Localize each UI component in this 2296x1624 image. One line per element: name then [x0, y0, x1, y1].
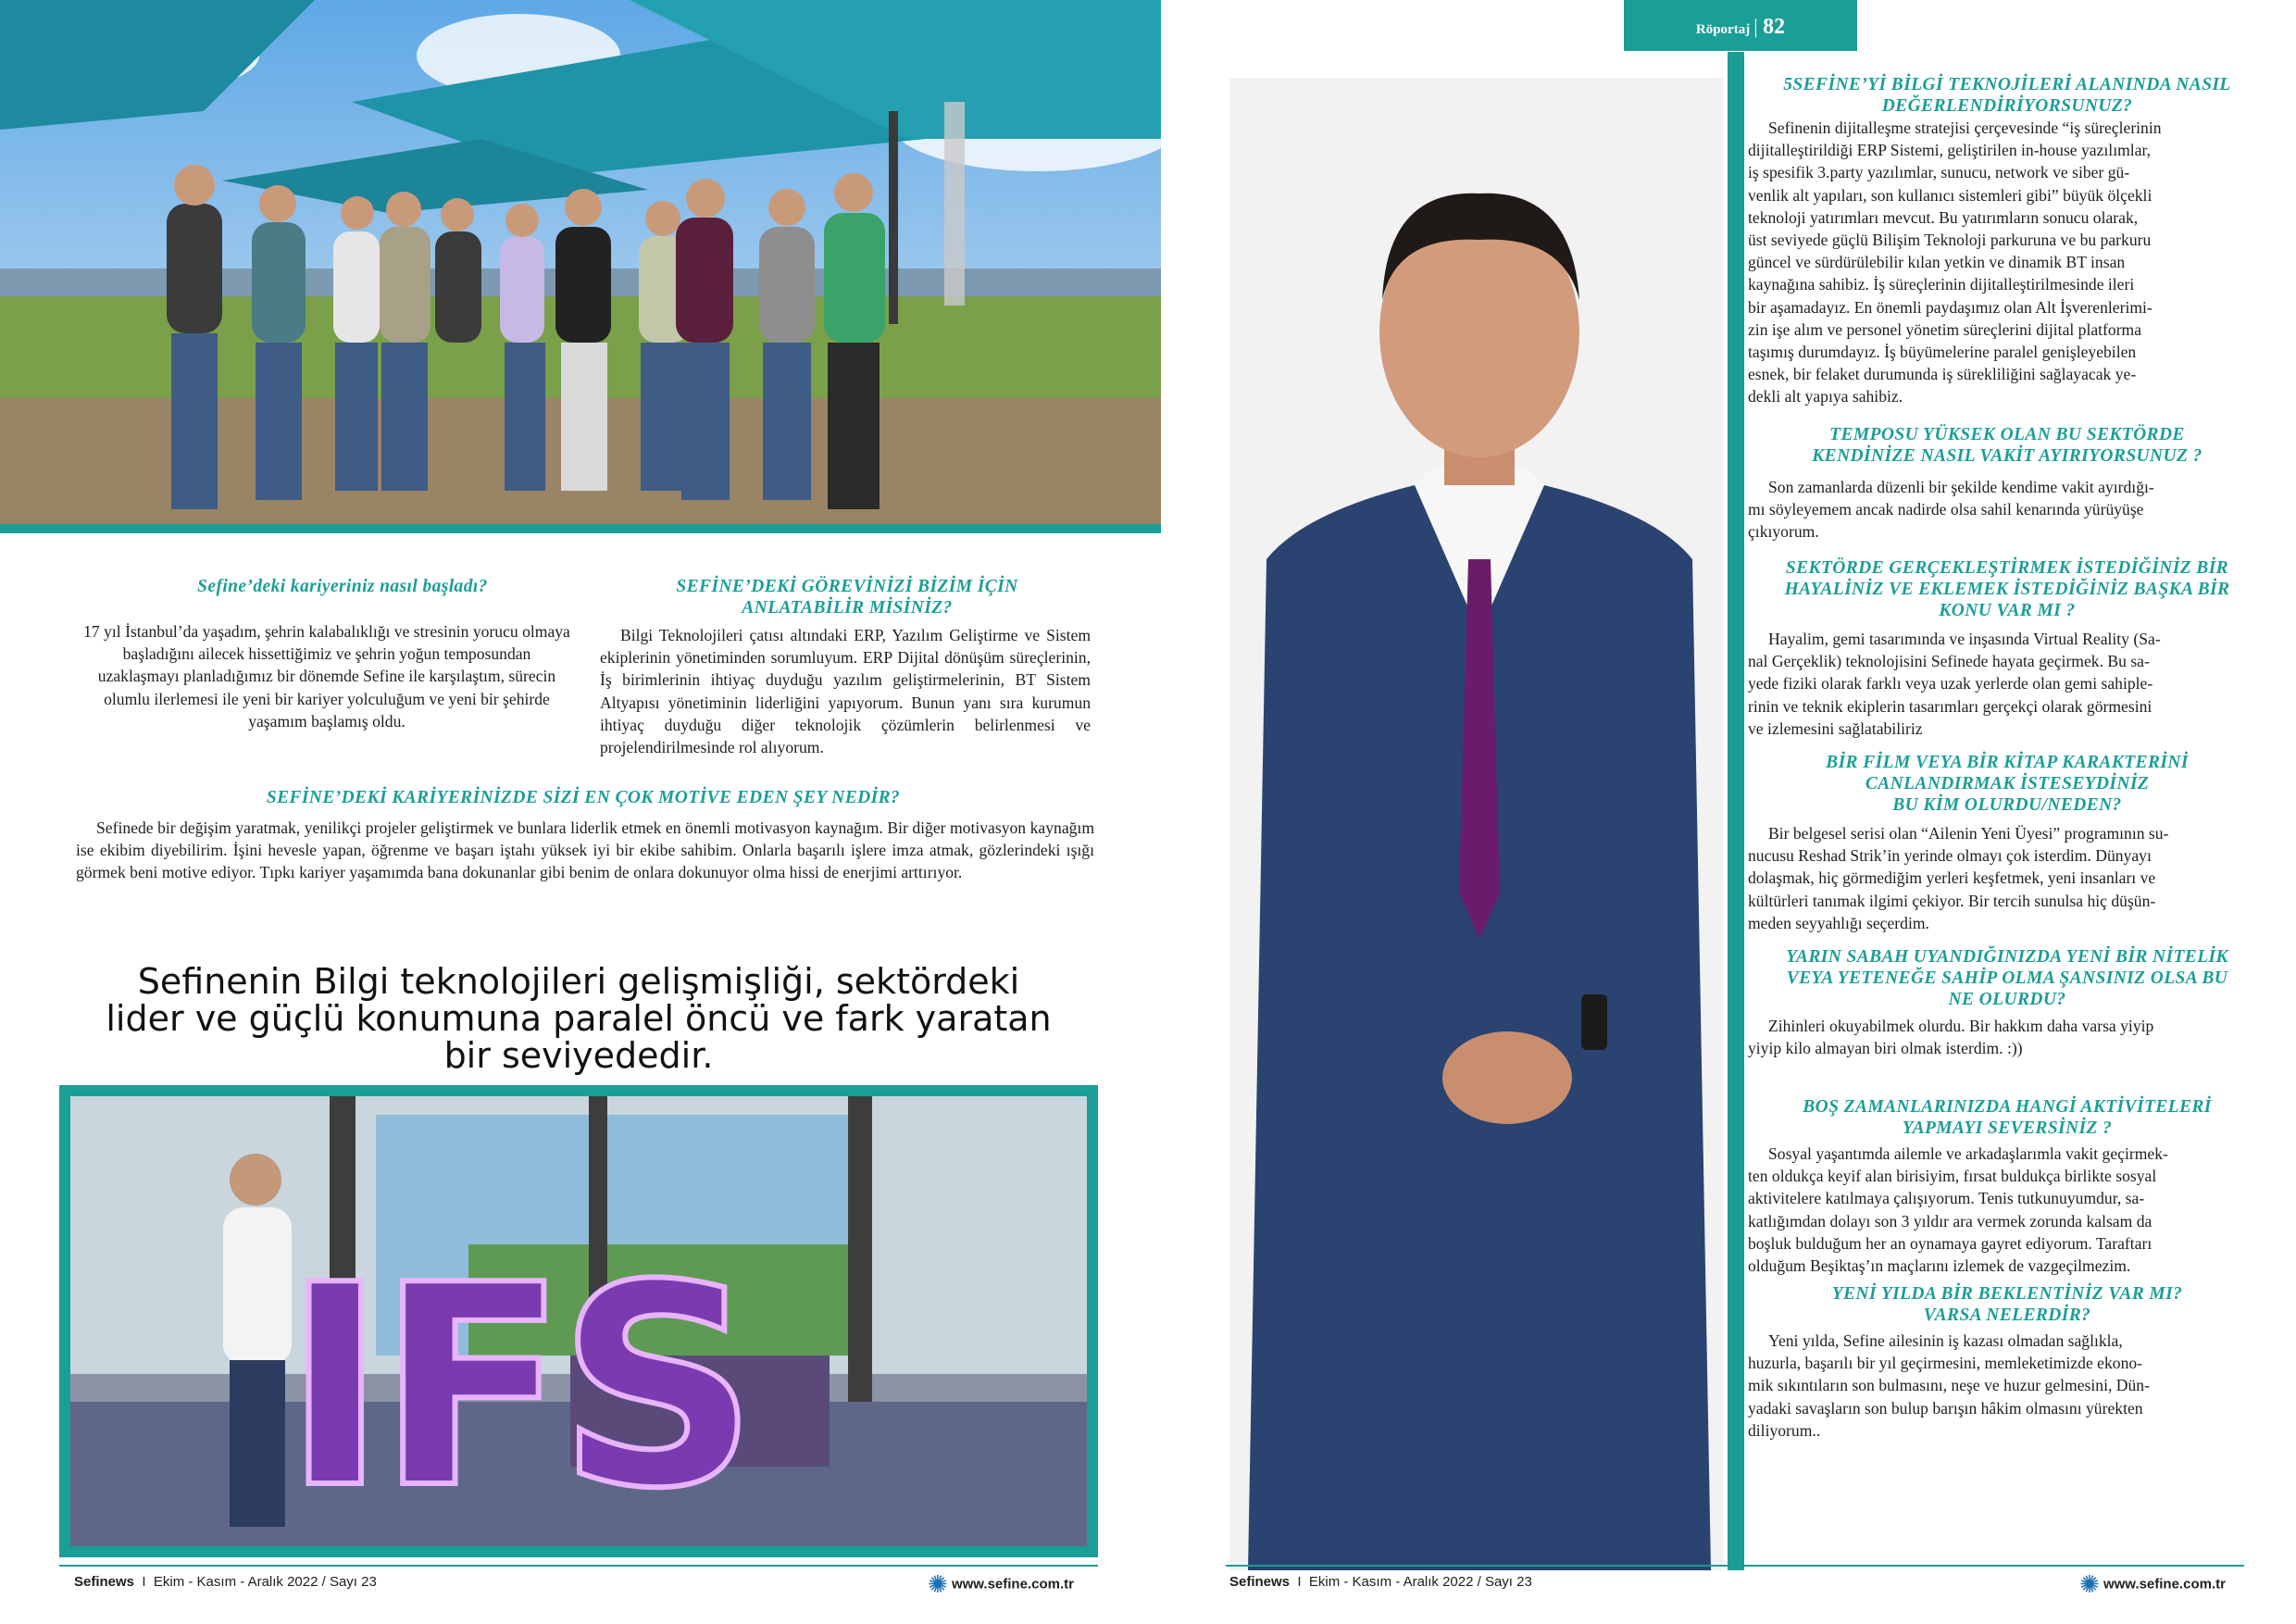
- answer-dream: [1748, 628, 2237, 740]
- question-new-year-line: VARSA NELERDİR?: [1923, 1305, 2091, 1325]
- answer-line: katlığımdan dolayı son 3 yıldır ara vermek zorunda kalsam da: [1748, 1211, 2152, 1230]
- answer-role-text: Bilgi Teknolojileri çatısı altındaki ERP, Yazılım Geliştirme ve Sistem ekiplerinin yönetiminden sorumluyum. ERP Dijital dönüşüm süreçlerinin, İş birimlerinin ihtiyaç duyduğu yazılım geliştirmelerinin, BT Sistem Altyapısı yönetiminin liderliğini yapıyorum. Bunun yanı sıra kurumun ihtiyaç duyduğu diğer teknolojik çözümlerin belirlenmesi ve projelendirilmesinde rol alıyorum.: [600, 626, 1091, 757]
- answer-line: bir aşamadayız. En önemli paydaşımız olan Alt İşverenlerimi-: [1748, 297, 2152, 317]
- right-footer-rule: [1226, 1565, 2244, 1567]
- question-it-evaluation-line: 5SEFİNE’Yİ BİLGİ TEKNOJİLERİ ALANINDA NASIL: [1783, 75, 2231, 94]
- question-time-for-self-line: TEMPOSU YÜKSEK OLAN BU SEKTÖRDE: [1829, 425, 2185, 444]
- question-role: [602, 576, 1092, 618]
- answer-line: nal Gerçeklik) teknolojisini Sefinede hayata geçirmek. Bu sa-: [1748, 652, 2150, 671]
- question-time-for-self: [1748, 424, 2266, 467]
- footer-brand: Sefinews: [1229, 1574, 1291, 1590]
- pull-quote-line: bir seviyededir.: [443, 1035, 714, 1076]
- answer-line: diliyorum..: [1748, 1420, 1821, 1440]
- header-section: Röportaj: [1695, 22, 1751, 37]
- answer-line: Bir belgesel serisi olan “Ailenin Yeni Üyesi” programının su-: [1768, 824, 2169, 843]
- answer-line: teknoloji yatırımları mevcut. Bu yatırımların sonucu olarak,: [1748, 207, 2139, 227]
- answer-line: Yeni yılda, Sefine ailesinin iş kazası olmadan sağlıkla,: [1768, 1331, 2123, 1350]
- footer-issue: Ekim - Kasım - Aralık 2022 / Sayı 23: [153, 1574, 377, 1590]
- question-free-time-line: YAPMAYI SEVERSİNİZ ?: [1902, 1118, 2113, 1138]
- right-footer-logo[interactable]: [2079, 1570, 2226, 1599]
- answer-line: venlik alt yapıları, son kullanıcı sistemleri gibi” büyük ölçekli: [1748, 185, 2152, 205]
- answer-line: dekli alt yapıya sahibiz.: [1748, 387, 1903, 406]
- answer-line: zin işe alım ve personel yönetim süreçlerini dijital platforma: [1748, 319, 2142, 339]
- question-new-skill: [1748, 946, 2266, 1010]
- ifs-photo: [70, 1096, 1087, 1546]
- question-career-start-text: Sefine’deki kariyeriniz nasıl başladı?: [197, 577, 488, 596]
- answer-line: meden seyyahlığı seçerdim.: [1748, 913, 1929, 932]
- left-footer-rule: [59, 1565, 1098, 1567]
- question-motivation-text: SEFİNE’DEKİ KARİYERİNİZDE SİZİ EN ÇOK MOTİVE EDEN ŞEY NEDİR?: [266, 788, 901, 807]
- answer-time-for-self: [1748, 476, 2237, 543]
- question-dream: [1748, 557, 2266, 621]
- question-dream-line: KONU VAR MI ?: [1939, 601, 2076, 620]
- answer-line: yadaki savaşların son bulup barışın hâkim olmasını yürekten: [1748, 1398, 2143, 1418]
- ifs-sign: [283, 1226, 749, 1546]
- team-photo-underline: [0, 524, 1161, 533]
- footer-website-link[interactable]: www.sefine.com.tr: [2103, 1576, 2226, 1593]
- answer-line: kaynağına sahibiz. İş süreçlerinin dijitalleştirilmesinde ileri: [1748, 275, 2135, 294]
- answer-line: esnek, bir felaket durumunda iş sürekliliğini sağlayacak ye-: [1748, 365, 2137, 384]
- answer-line: Sosyal yaşantımda ailemle ve arkadaşlarımla vakit geçirmek-: [1768, 1144, 2168, 1163]
- answer-free-time: [1748, 1143, 2237, 1277]
- footer-separator: I: [138, 1574, 150, 1590]
- pull-quote-line: Sefinenin Bilgi teknolojileri gelişmişliği, sektördeki: [137, 961, 1020, 1002]
- answer-line: kültürleri tanımak ilgimi çekiyor. Bir tercih sunulsa hiç düşün-: [1748, 891, 2156, 910]
- page-header-tab: [1624, 0, 1857, 51]
- right-footer: [1229, 1574, 1532, 1590]
- answer-line: rinin ve teknik ekiplerin tasarımları gerçekçi olarak görmesini: [1748, 696, 2152, 716]
- answer-career-start: [81, 620, 572, 732]
- question-character-line: BİR FİLM VEYA BİR KİTAP KARAKTERİNİ: [1826, 753, 2189, 772]
- question-role-line: SEFİNE’DEKİ GÖREVİNİZİ BİZİM İÇİN: [676, 577, 1018, 596]
- answer-character: [1748, 822, 2237, 934]
- question-new-skill-line: YARIN SABAH UYANDIĞINIZDA YENİ BİR NİTELİK: [1786, 947, 2228, 967]
- question-dream-line: HAYALİNİZ VE EKLEMEK İSTEDİĞİNİZ BAŞKA BİR: [1784, 580, 2230, 599]
- question-dream-line: SEKTÖRDE GERÇEKLEŞTİRMEK İSTEDİĞİNİZ BİR: [1785, 558, 2229, 578]
- ifs-sign-text: IFS: [283, 1226, 749, 1546]
- question-new-year: [1748, 1283, 2266, 1326]
- question-character: [1748, 752, 2266, 816]
- pull-quote: [56, 963, 1102, 1074]
- answer-line: mı söyleyemem ancak nadirde olsa sahil kenarında yürüyüşe: [1748, 500, 2144, 519]
- answer-line: üst seviyede güçlü Bilişim Teknoloji parkuruna ve bu parkuru: [1748, 231, 2152, 250]
- right-vertical-rule: [1728, 52, 1744, 1570]
- answer-line: dolaşmak, hiç görmediğim yerleri keşfetmek, yeni insanları ve: [1748, 868, 2156, 888]
- left-footer-logo[interactable]: [928, 1570, 1074, 1599]
- answer-line: ten oldukça keyif alan birisiyim, fırsat buldukça birlikte sosyal: [1748, 1167, 2157, 1186]
- question-it-evaluation: [1748, 74, 2266, 117]
- answer-line: yede fiziki olarak farklı veya uzak yerlerde olan gemi sahiple-: [1748, 674, 2153, 693]
- answer-line: Zihinleri okuyabilmek olurdu. Bir hakkım daha varsa yiyip: [1768, 1017, 2154, 1035]
- footer-issue: Ekim - Kasım - Aralık 2022 / Sayı 23: [1308, 1574, 1532, 1590]
- answer-new-skill: [1748, 1015, 2237, 1059]
- question-new-skill-line: NE OLURDU?: [1948, 990, 2066, 1009]
- answer-line: nucusu Reshad Strik’in yerinde olmayı çok isterdim. Dünyayı: [1748, 846, 2152, 866]
- header-separator: |: [1753, 15, 1764, 38]
- question-it-evaluation-line: DEĞERLENDİRİYORSUNUZ?: [1881, 96, 2133, 116]
- question-motivation: [74, 787, 1092, 808]
- answer-line: güncel ve sürdürülebilir kılan yetkin ve dinamik BT insan: [1748, 253, 2126, 272]
- answer-new-year: [1748, 1330, 2237, 1442]
- answer-line: aktivitelere katılmaya çalışıyorum. Tenis tutkunuyumdur, sa-: [1748, 1189, 2145, 1208]
- question-character-line: BU KİM OLURDU/NEDEN?: [1892, 795, 2122, 815]
- footer-website-link[interactable]: www.sefine.com.tr: [951, 1576, 1074, 1593]
- question-character-line: CANLANDIRMAK İSTESEYDİNİZ: [1865, 774, 2150, 793]
- answer-motivation-text: Sefinede bir değişim yaratmak, yenilikçi projeler geliştirmek ve bunlara liderlik etmek en önemli motivasyon kaynağım. Bir diğer motivasyon kaynağım ise ekibim diyebilirim. İşini hevesle yapan, öğrenme ve başarı iştahı yüksek iyi bir ekibe sahibim. Onlarla başarılı işlere imza atmak, gözlerindeki ışığı görmek beni motive ediyor. Tıpkı kariyer yaşamımda bana dokunanlar gibi benim de onlara dokunuyor olma hissi de enerjimi arttırıyor.: [76, 818, 1094, 882]
- sefine-logo-icon: ✺: [2079, 1570, 2100, 1598]
- question-new-skill-line: VEYA YETENEĞE SAHİP OLMA ŞANSINIZ OLSA BU: [1786, 968, 2228, 988]
- answer-line: Son zamanlarda düzenli bir şekilde kendime vakit ayırdığı-: [1768, 478, 2154, 496]
- sefine-logo-icon: ✺: [928, 1570, 948, 1598]
- answer-line: dijitalleştirildiği ERP Sistemi, geliştirilen in-house yazılımlar,: [1748, 141, 2152, 160]
- answer-it-evaluation: [1748, 117, 2237, 408]
- answer-line: yiyip kilo almayan biri olmak isterdim. :)): [1748, 1039, 2023, 1058]
- question-role-line: ANLATABİLİR MİSİNİZ?: [742, 598, 953, 618]
- question-new-year-line: YENİ YILDA BİR BEKLENTİNİZ VAR MI?: [1831, 1284, 2183, 1304]
- answer-line: ve izlemesini sağlatabiliriz: [1748, 718, 1923, 738]
- footer-brand: Sefinews: [74, 1574, 135, 1590]
- answer-line: Sefinenin dijitalleşme stratejisi çerçevesinde “iş süreçlerinin: [1768, 119, 2162, 137]
- answer-career-start-text: 17 yıl İstanbul’da yaşadım, şehrin kalabalıklığı ve stresinin yorucu olmaya başladığını ailecek hissettiğimiz ve şehrin yoğun temposundan uzaklaşmayı planladığımız bir dönemde Sefine ile karşılaştım, sürecin olumlu ilerlemesi ile yeni bir kariyer yolculuğum ve yeni bir şehirde yaşamım başlamış oldu.: [83, 622, 570, 731]
- answer-line: iş spesifik 3.party yazılımlar, sunucu, network ve siber gü-: [1748, 163, 2130, 182]
- answer-role: [600, 624, 1091, 758]
- answer-line: huzurla, başarılı bir yıl geçirmesini, memleketimizde ekono-: [1748, 1354, 2143, 1373]
- answer-line: boşluk bulduğum her an oynamaya gayret ediyorum. Taraftarı: [1748, 1233, 2152, 1253]
- portrait-photo: [1229, 78, 1724, 1570]
- question-free-time: [1748, 1096, 2266, 1139]
- left-footer: [74, 1574, 377, 1590]
- question-time-for-self-line: KENDİNİZE NASIL VAKİT AYIRIYORSUNUZ ?: [1812, 446, 2202, 466]
- team-photo: [0, 0, 1161, 524]
- answer-line: mik sıkıntıların son bulmasını, neşe ve huzur gelmesini, Dün-: [1748, 1376, 2150, 1395]
- answer-line: olduğum Beşiktaş’ın maçlarını izlemek de vazgeçilmezim.: [1748, 1256, 2131, 1276]
- question-free-time-line: BOŞ ZAMANLARINIZDA HANGİ AKTİVİTELERİ: [1803, 1097, 2212, 1117]
- answer-line: çıkıyorum.: [1748, 522, 1819, 542]
- answer-line: Hayalim, gemi tasarımında ve inşasında Virtual Reality (Sa-: [1768, 630, 2161, 648]
- answer-motivation: [76, 817, 1094, 884]
- header-page-number: 82: [1763, 15, 1786, 39]
- footer-separator: I: [1293, 1574, 1305, 1590]
- answer-line: taşımış durumdayız. İş büyümelerine paralel genişleyebilen: [1748, 343, 2137, 362]
- question-career-start: [83, 576, 602, 597]
- pull-quote-line: lider ve güçlü konumuna paralel öncü ve fark yaratan: [106, 998, 1052, 1039]
